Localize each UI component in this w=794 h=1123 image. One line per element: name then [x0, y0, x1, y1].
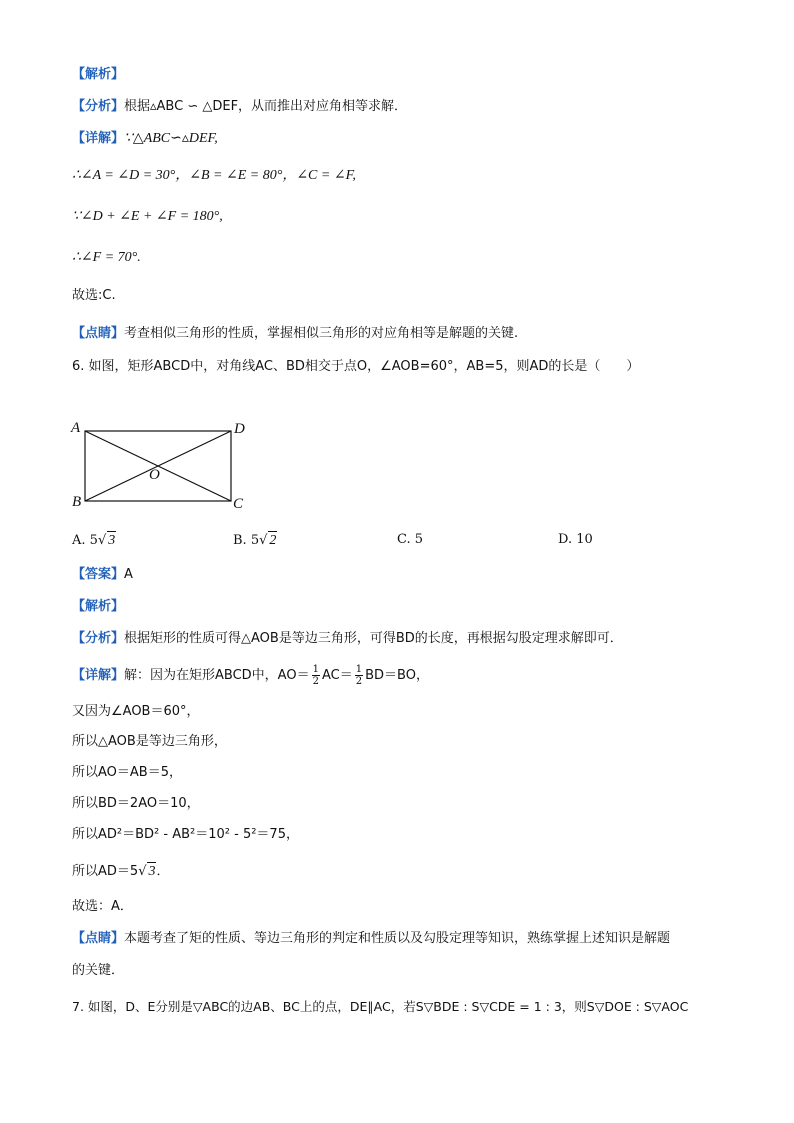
- vertex-label-c: C: [233, 496, 244, 512]
- q6-line-6-post: ．: [156, 864, 170, 879]
- choice-b-radicand: 2: [269, 533, 277, 548]
- q5-dianjing-tag: 【点睛】: [72, 326, 125, 341]
- sqrt-icon: √: [97, 533, 107, 548]
- q6-answer: 故选：A．: [72, 899, 133, 914]
- q6-line-6-radicand: 3: [148, 864, 156, 879]
- q6-line-5: 所以AD²＝BD² - AB²＝10² - 5²＝75，: [72, 827, 299, 842]
- choice-a: [72, 531, 116, 550]
- fraction-one-half: [355, 664, 363, 687]
- fraction-denominator: 2: [355, 676, 363, 687]
- q6-answer-line: [72, 566, 133, 584]
- choice-d: [558, 531, 593, 549]
- q5-step-2: ∵∠D + ∠E + ∠F = 180°,: [72, 209, 223, 224]
- q6-line-2: 所以△AOB是等边三角形，: [72, 734, 227, 749]
- q6-comment-cont: 的关键．: [72, 963, 125, 978]
- q5-dianjing-text: 考查相似三角形的性质，掌握相似三角形的对应角相等是解题的关键.: [124, 326, 519, 341]
- vertex-label-b: B: [72, 494, 82, 510]
- q6-fenxi-text: 根据矩形的性质可得△AOB是等边三角形，可得BD的长度，再根据勾股定理求解即可．: [124, 631, 623, 646]
- q6-line-6-pre: 所以AD＝5: [72, 864, 139, 879]
- q6-daan-tag: 【答案】: [72, 567, 125, 582]
- fraction-denominator: 2: [312, 676, 319, 687]
- q5-comment: [72, 325, 518, 343]
- q6-dianjing-text-1: 本题考查了矩的性质、等边三角形的判定和性质以及勾股定理等知识，熟练掌握上述知识是解题: [124, 931, 671, 946]
- q5-step-1: ∴∠A = ∠D = 30°，∠B = ∠E = 80°，∠C = ∠F,: [72, 168, 356, 183]
- q6-detail-pre: 解：因为在矩形ABCD中，AO＝: [124, 668, 310, 683]
- fraction-numerator: 1: [312, 664, 319, 675]
- sqrt-icon: √: [138, 864, 147, 879]
- q6-xiangjie-tag: 【详解】: [72, 668, 125, 683]
- q6-comment: [72, 930, 670, 948]
- choice-a-radicand: 3: [108, 533, 116, 548]
- choice-a-label: A. 5: [72, 533, 98, 548]
- q5-detail: [72, 130, 218, 148]
- choice-b: [233, 531, 277, 550]
- rectangle-figure: [66, 415, 266, 515]
- fraction-one-half: [312, 664, 320, 687]
- q6-line-3: 所以AO＝AB＝5，: [72, 765, 182, 780]
- q5-xiangjie-tag: 【详解】: [72, 131, 125, 146]
- q6-fenxi-tag: 【分析】: [72, 631, 125, 646]
- q6-dianjing-tag: 【点睛】: [72, 931, 125, 946]
- vertex-label-d: D: [234, 421, 245, 437]
- q5-jiexi-heading: 【解析】: [72, 67, 125, 82]
- choice-b-label: B. 5: [233, 533, 260, 548]
- q6-line-6: [72, 862, 170, 881]
- q5-answer: 故选:C.: [72, 288, 116, 303]
- vertex-label-a: A: [71, 420, 81, 436]
- q6-detail-post: BD＝BO，: [365, 668, 429, 683]
- fraction-numerator: 1: [355, 664, 363, 675]
- q6-line-4: 所以BD＝2AO＝10，: [72, 796, 200, 811]
- center-label-o: O: [149, 467, 160, 483]
- q7-question: 7. 如图，D、E分别是▽ABC的边AB、BC上的点，DE∥AC，若S▽BDE : S▽CDE = 1 : 3，则S▽DOE : S▽AOC: [72, 999, 689, 1014]
- q5-analysis: [72, 98, 407, 116]
- choice-c: [397, 531, 423, 549]
- q6-daan-text: A: [124, 567, 133, 582]
- q6-line-1: 又因为∠AOB＝60°，: [72, 704, 200, 719]
- q6-detail-mid: AC＝: [321, 668, 353, 683]
- choice-c-label: C. 5: [397, 532, 424, 547]
- q6-detail: [72, 664, 429, 687]
- q6-analysis: [72, 630, 623, 648]
- q5-fenxi-text: 根据▵ABC ∽ △DEF，从而推出对应角相等求解．: [124, 99, 408, 114]
- q5-fenxi-tag: 【分析】: [72, 99, 125, 114]
- q5-xiangjie-text: ∵△ABC∽▵DEF,: [124, 131, 218, 146]
- q6-question: 6. 如图，矩形ABCD中，对角线AC、BD相交于点O，∠AOB=60°，AB=5，则AD的长是（ ）: [72, 359, 640, 374]
- choice-d-label: D. 10: [558, 532, 593, 547]
- sqrt-icon: √: [259, 533, 268, 548]
- q6-jiexi-heading: 【解析】: [72, 599, 125, 614]
- q5-step-3: ∴∠F = 70°.: [72, 250, 141, 265]
